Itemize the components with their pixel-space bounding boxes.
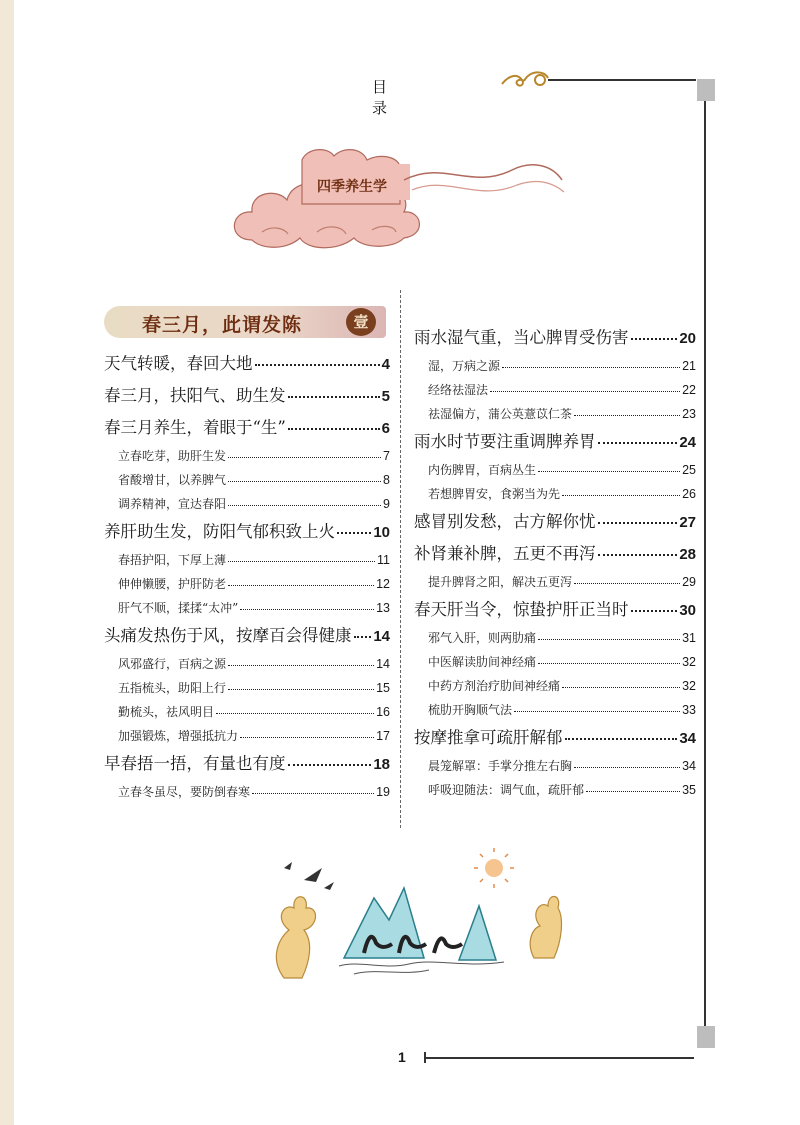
dot-leader bbox=[252, 783, 374, 794]
dot-leader bbox=[574, 757, 680, 768]
toc-entry-title: 伸伸懒腰，护肝防老 bbox=[118, 577, 227, 591]
toc-chapter-entry[interactable] bbox=[414, 506, 696, 538]
toc-entry-title: 勤梳头，祛风明目 bbox=[118, 705, 215, 719]
toc-subsection-entry[interactable] bbox=[414, 674, 696, 698]
toc-chapter-entry[interactable] bbox=[414, 426, 696, 458]
toc-entry-title: 肝气不顺，揉揉“太冲” bbox=[118, 601, 239, 615]
toc-entry-page: 29 bbox=[682, 575, 696, 589]
toc-entry-title: 感冒别发愁，古方解你忧 bbox=[414, 512, 596, 531]
toc-chapter-entry[interactable] bbox=[414, 594, 696, 626]
toc-entry-title: 天气转暖，春回大地 bbox=[104, 354, 253, 373]
corner-block-top bbox=[697, 79, 715, 101]
dot-leader bbox=[288, 751, 372, 766]
toc-entry-page: 22 bbox=[682, 383, 696, 397]
page-rule bbox=[426, 1057, 694, 1059]
dot-leader bbox=[288, 415, 380, 430]
dot-leader bbox=[228, 679, 374, 690]
dot-leader bbox=[562, 677, 680, 688]
toc-entry-title: 邪气入肝，则两肋痛 bbox=[428, 631, 537, 645]
dot-leader bbox=[631, 597, 678, 612]
toc-chapter-entry[interactable] bbox=[414, 722, 696, 754]
dot-leader bbox=[228, 495, 381, 506]
toc-entry-title: 中药方剂治疗肋间神经痛 bbox=[428, 679, 561, 693]
dot-leader bbox=[490, 381, 680, 392]
dot-leader bbox=[562, 485, 680, 496]
toc-entry-page: 30 bbox=[679, 602, 696, 619]
dot-leader bbox=[240, 599, 374, 610]
toc-entry-page: 13 bbox=[376, 601, 390, 615]
toc-subsection-entry[interactable] bbox=[104, 548, 390, 572]
dot-leader bbox=[538, 461, 680, 472]
toc-subsection-entry[interactable] bbox=[414, 570, 696, 594]
column-divider bbox=[400, 290, 401, 828]
toc-entry-title: 梳肋开胸顺气法 bbox=[428, 703, 513, 717]
toc-subsection-entry[interactable] bbox=[104, 572, 390, 596]
toc-entry-page: 20 bbox=[679, 330, 696, 347]
page-title: 目 录 bbox=[372, 78, 414, 117]
toc-entry-title: 中医解读肋间神经痛 bbox=[428, 655, 537, 669]
dot-leader bbox=[574, 573, 680, 584]
toc-subsection-entry[interactable] bbox=[104, 492, 390, 516]
toc-entry-page: 26 bbox=[682, 487, 696, 501]
toc-entry-page: 33 bbox=[682, 703, 696, 717]
toc-entry-title: 雨水时节要注重调脾养胃 bbox=[414, 432, 596, 451]
toc-subsection-entry[interactable] bbox=[414, 626, 696, 650]
toc-entry-title: 晨笼解罩：手掌分推左右胸 bbox=[428, 759, 573, 773]
dot-leader bbox=[598, 541, 678, 556]
toc-subsection-entry[interactable] bbox=[414, 354, 696, 378]
dot-leader bbox=[240, 727, 374, 738]
toc-entry-title: 调养精神，宣达春阳 bbox=[118, 497, 227, 511]
toc-entry-title: 补肾兼补脾，五更不再泻 bbox=[414, 544, 596, 563]
toc-entry-page: 8 bbox=[383, 473, 390, 487]
toc-subsection-entry[interactable] bbox=[414, 378, 696, 402]
section-title: 四季养生学 bbox=[317, 179, 387, 195]
frame-top-rule bbox=[548, 79, 696, 81]
toc-entry-page: 31 bbox=[682, 631, 696, 645]
toc-subsection-entry[interactable] bbox=[414, 778, 696, 802]
banner-title: 春三月，此谓发陈 bbox=[142, 314, 303, 336]
toc-entry-page: 18 bbox=[373, 756, 390, 773]
dot-leader bbox=[337, 519, 371, 534]
dot-leader bbox=[228, 447, 381, 458]
dot-leader bbox=[502, 357, 680, 368]
toc-entry-title: 春三月养生，着眼于“生” bbox=[104, 418, 286, 437]
toc-entry-page: 12 bbox=[376, 577, 390, 591]
dot-leader bbox=[354, 623, 372, 638]
toc-entry-title: 加强锻炼，增强抵抗力 bbox=[118, 729, 239, 743]
toc-entry-page: 32 bbox=[682, 655, 696, 669]
toc-entry-page: 14 bbox=[376, 657, 390, 671]
toc-entry-page: 6 bbox=[381, 420, 390, 437]
dot-leader bbox=[598, 429, 678, 444]
toc-entry-title: 雨水湿气重，当心脾胃受伤害 bbox=[414, 328, 629, 347]
toc-subsection-entry[interactable] bbox=[104, 676, 390, 700]
toc-entry-page: 10 bbox=[373, 524, 390, 541]
toc-entry-title: 五指梳头，助阳上行 bbox=[118, 681, 227, 695]
dot-leader bbox=[216, 703, 374, 714]
page-number: 1 bbox=[398, 1049, 406, 1065]
dot-leader bbox=[288, 383, 380, 398]
dot-leader bbox=[228, 575, 374, 586]
toc-chapter-entry[interactable] bbox=[104, 620, 390, 652]
season-banner bbox=[104, 306, 390, 342]
dot-leader bbox=[538, 653, 680, 664]
toc-entry-title: 若想脾胃安，食粥当为先 bbox=[428, 487, 561, 501]
toc-entry-title: 春三月，扶阳气、助生发 bbox=[104, 386, 286, 405]
dot-leader bbox=[514, 701, 680, 712]
toc-chapter-entry[interactable] bbox=[104, 348, 390, 380]
toc-chapter-entry[interactable] bbox=[104, 516, 390, 548]
toc-entry-title: 立春吃芽，助肝生发 bbox=[118, 449, 227, 463]
toc-entry-page: 34 bbox=[679, 730, 696, 747]
toc-left-column bbox=[104, 306, 390, 804]
toc-entry-page: 25 bbox=[682, 463, 696, 477]
dot-leader bbox=[255, 351, 380, 366]
toc-subsection-entry[interactable] bbox=[104, 652, 390, 676]
toc-entry-page: 19 bbox=[376, 785, 390, 799]
toc-entry-title: 按摩推拿可疏肝解郁 bbox=[414, 728, 563, 747]
dot-leader bbox=[631, 325, 678, 340]
dot-leader bbox=[228, 655, 374, 666]
toc-subsection-entry[interactable] bbox=[414, 458, 696, 482]
toc-entry-page: 32 bbox=[682, 679, 696, 693]
dot-leader bbox=[228, 551, 375, 562]
toc-entry-title: 省酸增甘，以养脾气 bbox=[118, 473, 227, 487]
toc-entry-page: 28 bbox=[679, 546, 696, 563]
toc-entry-page: 27 bbox=[679, 514, 696, 531]
toc-entry-page: 11 bbox=[377, 553, 390, 567]
toc-subsection-entry[interactable] bbox=[414, 482, 696, 506]
toc-entry-title: 经络祛湿法 bbox=[428, 383, 489, 397]
dot-leader bbox=[586, 781, 680, 792]
toc-subsection-entry[interactable] bbox=[104, 780, 390, 804]
toc-right-list bbox=[414, 322, 696, 802]
toc-entry-title: 立春冬虽尽，要防倒春寒 bbox=[118, 785, 251, 799]
toc-entry-page: 23 bbox=[682, 407, 696, 421]
dot-leader bbox=[574, 405, 680, 416]
toc-entry-page: 21 bbox=[682, 359, 696, 373]
toc-entry-title: 春捂护阳，下厚上薄 bbox=[118, 553, 227, 567]
toc-chapter-entry[interactable] bbox=[414, 322, 696, 354]
dot-leader bbox=[565, 725, 678, 740]
frame-right-rule bbox=[704, 92, 706, 1042]
toc-entry-title: 养肝助生发，防阳气郁积致上火 bbox=[104, 522, 335, 541]
toc-chapter-entry[interactable] bbox=[104, 748, 390, 780]
toc-entry-title: 头痛发热伤于风，按摩百会得健康 bbox=[104, 626, 352, 645]
toc-entry-page: 17 bbox=[376, 729, 390, 743]
toc-chapter-entry[interactable] bbox=[104, 412, 390, 444]
toc-entry-title: 提升脾肾之阳，解决五更泻 bbox=[428, 575, 573, 589]
toc-entry-page: 24 bbox=[679, 434, 696, 451]
toc-subsection-entry[interactable] bbox=[104, 444, 390, 468]
banner-badge: 壹 bbox=[346, 308, 376, 336]
landscape-illustration bbox=[264, 848, 564, 988]
toc-entry-page: 15 bbox=[376, 681, 390, 695]
toc-entry-page: 4 bbox=[381, 356, 390, 373]
toc-entry-page: 9 bbox=[383, 497, 390, 511]
toc-entry-title: 早春捂一捂，有量也有度 bbox=[104, 754, 286, 773]
toc-chapter-entry[interactable] bbox=[414, 538, 696, 570]
toc-subsection-entry[interactable] bbox=[104, 468, 390, 492]
swirl-ornament-icon bbox=[500, 66, 552, 92]
toc-entry-page: 16 bbox=[376, 705, 390, 719]
page-spine bbox=[0, 0, 14, 1125]
toc-subsection-entry[interactable] bbox=[104, 724, 390, 748]
toc-entry-title: 祛湿偏方，蒲公英薏苡仁茶 bbox=[428, 407, 573, 421]
toc-entry-title: 内伤脾胃，百病丛生 bbox=[428, 463, 537, 477]
dot-leader bbox=[538, 629, 680, 640]
toc-entry-page: 5 bbox=[381, 388, 390, 405]
toc-entry-title: 呼吸迎随法：调气血，疏肝郁 bbox=[428, 783, 585, 797]
toc-subsection-entry[interactable] bbox=[414, 650, 696, 674]
toc-subsection-entry[interactable] bbox=[104, 596, 390, 620]
corner-block-bottom bbox=[697, 1026, 715, 1048]
toc-subsection-entry[interactable] bbox=[414, 754, 696, 778]
cloud-icon bbox=[222, 140, 582, 265]
toc-entry-title: 湿，万病之源 bbox=[428, 359, 501, 373]
toc-left-list bbox=[104, 348, 390, 804]
dot-leader bbox=[598, 509, 678, 524]
dot-leader bbox=[228, 471, 381, 482]
toc-subsection-entry[interactable] bbox=[414, 698, 696, 722]
toc-subsection-entry[interactable] bbox=[414, 402, 696, 426]
toc-entry-page: 34 bbox=[682, 759, 696, 773]
toc-entry-page: 7 bbox=[383, 449, 390, 463]
section-cloud bbox=[222, 140, 582, 265]
toc-entry-title: 春天肝当令，惊蛰护肝正当时 bbox=[414, 600, 629, 619]
toc-right-column bbox=[414, 322, 696, 802]
toc-subsection-entry[interactable] bbox=[104, 700, 390, 724]
toc-entry-page: 14 bbox=[373, 628, 390, 645]
toc-entry-page: 35 bbox=[682, 783, 696, 797]
toc-entry-title: 风邪盛行，百病之源 bbox=[118, 657, 227, 671]
toc-chapter-entry[interactable] bbox=[104, 380, 390, 412]
